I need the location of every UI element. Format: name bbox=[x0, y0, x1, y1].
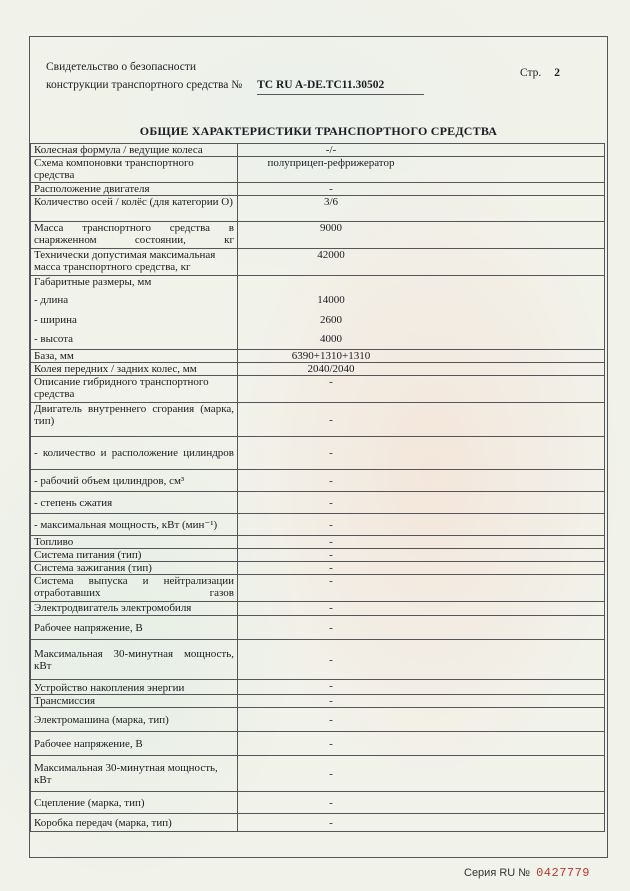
table-row bbox=[31, 196, 605, 222]
header-line-1: Свидетельство о безопасности bbox=[46, 61, 197, 73]
row-label: Устройство накопления энергии bbox=[31, 680, 238, 695]
row-value: 9000 bbox=[320, 222, 342, 234]
characteristics-table bbox=[30, 143, 605, 832]
table-row bbox=[31, 514, 605, 536]
row-value: 6390+1310+1310 bbox=[291, 350, 371, 362]
table-row bbox=[31, 640, 605, 680]
table-row bbox=[31, 536, 605, 549]
row-value: - bbox=[329, 447, 333, 459]
row-label: Трансмиссия bbox=[31, 695, 238, 708]
row-label: Колея передних / задних колес, мм bbox=[31, 363, 238, 376]
row-label: - степень сжатия bbox=[31, 492, 238, 514]
row-label: База, мм bbox=[31, 350, 238, 363]
table-row bbox=[31, 792, 605, 814]
row-label: Масса транспортного средства в снаряженном состоянии, кг bbox=[31, 222, 238, 249]
table-row bbox=[31, 437, 605, 470]
row-label: Система зажигания (тип) bbox=[31, 562, 238, 575]
width-label: - ширина bbox=[34, 314, 77, 326]
table-row bbox=[31, 562, 605, 575]
table-row bbox=[31, 183, 605, 196]
certificate-number: ТС RU A-DE.ТС11.30502 bbox=[257, 76, 424, 95]
row-label: Система выпуска и нейтрализации отработавших газов bbox=[31, 575, 238, 602]
page-number: 2 bbox=[554, 67, 560, 79]
row-value: 42000 bbox=[317, 249, 345, 261]
table-row bbox=[31, 549, 605, 562]
row-label: Двигатель внутреннего сгорания (марка, тип) bbox=[31, 403, 238, 437]
row-label: - рабочий объем цилиндров, см³ bbox=[31, 470, 238, 492]
row-value: - bbox=[329, 413, 333, 426]
row-value: - bbox=[329, 621, 333, 634]
table-row-dimensions bbox=[31, 276, 605, 350]
row-label: Схема компоновки транспортного средства bbox=[31, 157, 238, 183]
table-row bbox=[31, 376, 605, 403]
width-value: 2600 bbox=[320, 314, 342, 326]
page-indicator bbox=[520, 67, 560, 79]
table-row bbox=[31, 249, 605, 276]
page-title: ОБЩИЕ ХАРАКТЕРИСТИКИ ТРАНСПОРТНОГО СРЕДСТВА bbox=[139, 124, 498, 138]
row-value: - bbox=[329, 549, 333, 561]
row-value: - bbox=[329, 737, 333, 750]
row-value: -/- bbox=[325, 144, 337, 156]
row-value: - bbox=[329, 518, 333, 531]
height-value: 4000 bbox=[320, 333, 342, 345]
row-value: - bbox=[329, 474, 333, 487]
table-row bbox=[31, 350, 605, 363]
row-value: 3/6 bbox=[323, 196, 339, 208]
row-value: - bbox=[329, 376, 333, 388]
row-label: - количество и расположение цилиндров bbox=[31, 437, 238, 470]
table-row bbox=[31, 602, 605, 616]
row-value: - bbox=[329, 536, 333, 548]
table-row bbox=[31, 616, 605, 640]
row-label: Электродвигатель электромобиля bbox=[31, 602, 238, 616]
table-row bbox=[31, 157, 605, 183]
table-row bbox=[31, 222, 605, 249]
row-value: 2040/2040 bbox=[307, 363, 355, 375]
row-label: Колесная формула / ведущие колеса bbox=[31, 144, 238, 157]
table-row bbox=[31, 575, 605, 602]
row-label: Электромашина (марка, тип) bbox=[31, 708, 238, 732]
row-label: Система питания (тип) bbox=[31, 549, 238, 562]
row-label: Рабочее напряжение, В bbox=[31, 616, 238, 640]
table-row bbox=[31, 470, 605, 492]
series-label: Серия RU № bbox=[464, 867, 531, 879]
row-label: Количество осей / колёс (для категории О) bbox=[31, 196, 238, 222]
row-label: Описание гибридного транспортного средства bbox=[31, 376, 238, 403]
row-label: Коробка передач (марка, тип) bbox=[31, 814, 238, 832]
header-line-2: конструкции транспортного средства № bbox=[46, 79, 243, 91]
table-row bbox=[31, 144, 605, 157]
table-row bbox=[31, 756, 605, 792]
length-label: - длина bbox=[34, 294, 69, 306]
page-label: Стр. bbox=[520, 67, 542, 79]
row-value: - bbox=[329, 653, 333, 666]
row-value: - bbox=[329, 713, 333, 726]
table-row bbox=[31, 363, 605, 376]
dimensions-label: Габаритные размеры, мм bbox=[34, 276, 152, 288]
table-row bbox=[31, 680, 605, 695]
table-row bbox=[31, 708, 605, 732]
certificate-header bbox=[46, 58, 424, 95]
table-row bbox=[31, 492, 605, 514]
row-label: Топливо bbox=[31, 536, 238, 549]
row-value: - bbox=[329, 695, 333, 707]
table-row bbox=[31, 695, 605, 708]
row-label: Максимальная 30-минутная мощность, кВт bbox=[31, 756, 238, 792]
row-value: - bbox=[329, 816, 333, 829]
row-label: - максимальная мощность, кВт (мин⁻¹) bbox=[31, 514, 238, 536]
table-row bbox=[31, 732, 605, 756]
table-row bbox=[31, 403, 605, 437]
series-footer bbox=[464, 866, 590, 880]
row-value: - bbox=[329, 183, 333, 195]
row-value: - bbox=[329, 767, 333, 780]
row-value: - bbox=[329, 796, 333, 809]
row-value: - bbox=[329, 602, 333, 614]
table-row bbox=[31, 814, 605, 832]
row-value: - bbox=[329, 680, 333, 692]
row-label: Рабочее напряжение, В bbox=[31, 732, 238, 756]
row-label: Расположение двигателя bbox=[31, 183, 238, 196]
row-value: - bbox=[329, 496, 333, 509]
row-value: - bbox=[329, 562, 333, 574]
row-value: полуприцеп-рефрижератор bbox=[267, 157, 395, 169]
row-label: Максимальная 30-минутная мощность, кВт bbox=[31, 640, 238, 680]
length-value: 14000 bbox=[317, 294, 345, 306]
row-label: Технически допустимая максимальная масса транспортного средства, кг bbox=[31, 249, 238, 276]
height-label: - высота bbox=[34, 333, 74, 345]
row-label: Сцепление (марка, тип) bbox=[31, 792, 238, 814]
row-value: - bbox=[329, 575, 333, 587]
series-number: 0427779 bbox=[536, 866, 591, 880]
